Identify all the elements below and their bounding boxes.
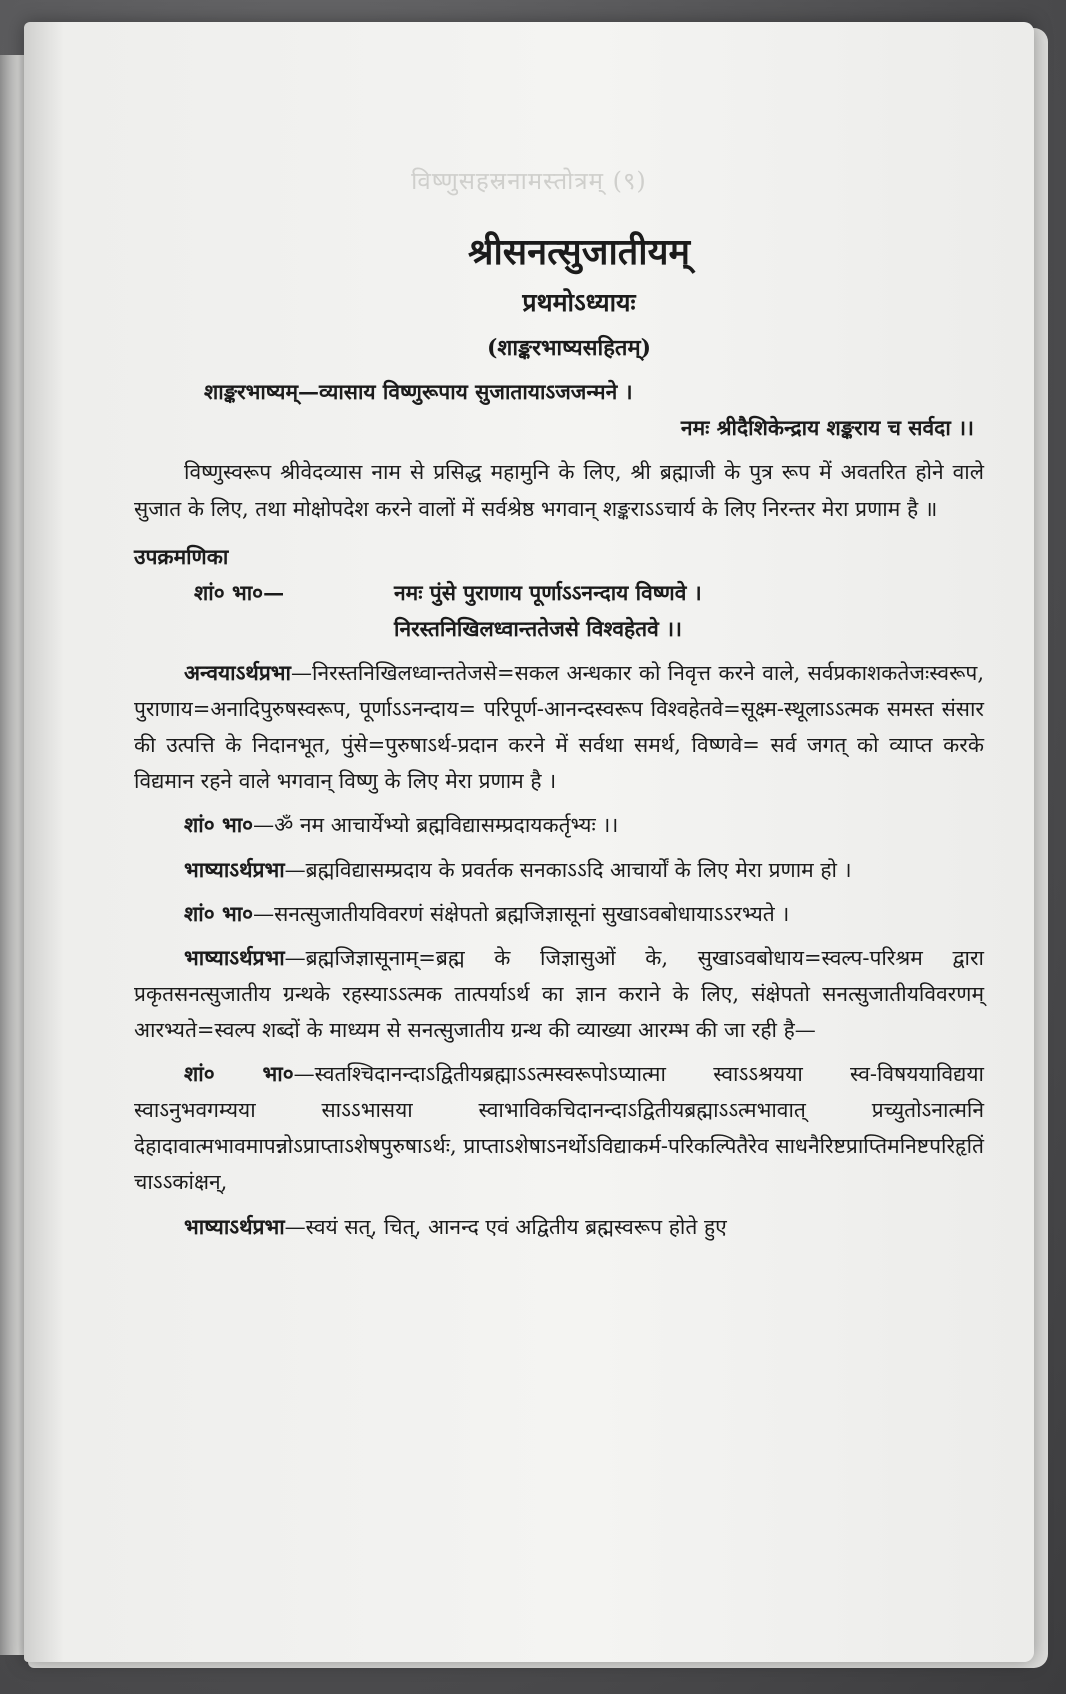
shloka-1-line-1: नमः पुंसे पुराणाय पूर्णाऽऽनन्दाय विष्णवे ।	[394, 579, 702, 605]
section-heading: उपक्रमणिका	[134, 543, 229, 569]
shloka-1-lines	[394, 575, 984, 647]
prabha-3	[134, 940, 984, 1048]
shloka-1-line-2: निरस्तनिखिलध्वान्ततेजसे विश्वहेतवे ।।	[394, 615, 683, 641]
bhashya-3-term: शां० भा०	[184, 900, 254, 926]
invocation-verse	[134, 374, 984, 446]
bhashya-4-text: —स्वतश्चिदानन्दाऽद्वितीयब्रह्माऽऽत्मस्वरूपोऽप्यात्मा स्वाऽऽश्रयया स्व-विषययाविद्यया स्वाऽनुभवगम्यया साऽऽभासया स्वाभाविकचिदानन्दाऽद्वितीयब्रह्माऽऽत्मभावात् प्रच्युतोऽनात्मनि देहादावात्मभावमापन्नोऽप्राप्ताऽशेषपुरुषाऽर्थः, प्राप्ताऽशेषाऽनर्थोऽविद्याकर्म-परिकल्पितैरेव साधनैरिष्टप्राप्तिमनिष्टपरिहृतिं चाऽऽकांक्षन्,	[134, 1062, 984, 1195]
commentary-subtitle: (शाङ्करभाष्यसहितम्)	[486, 335, 652, 362]
prabha-4-text: —स्वयं सत्, चित्, आनन्द एवं अद्वितीय ब्रह्मस्वरूप होते हुए	[284, 1214, 727, 1239]
invocation-line-2: नमः श्रीदैशिकेन्द्राय शङ्कराय च सर्वदा ।।	[680, 415, 974, 441]
invocation-label: शाङ्करभाष्यम्—	[204, 379, 319, 405]
prabha-2	[134, 852, 984, 888]
bhashya-4-term: शां० भा०	[184, 1061, 294, 1087]
anvaya-paragraph	[134, 655, 984, 799]
invocation-line-1	[204, 374, 984, 410]
shloka-1-label: शां० भा०—	[194, 579, 285, 605]
bleed-through-header: विष्णुसहस्रनामस्तोत्रम् (९)	[411, 167, 647, 195]
shloka-1	[134, 575, 984, 647]
page-title: श्रीसनत्सुजातीयम्	[467, 231, 691, 273]
anvaya-text: —निरस्तनिखिलध्वान्ततेजसे=सकल अन्धकार को निवृत्त करने वाले, सर्वप्रकाशकतेजःस्वरूप, पुराणाय=अनादिपुरुषस्वरूप, पूर्णाऽऽनन्दाय= परिपूर्ण-आनन्दस्वरूप विश्वहेतवे=सूक्ष्म-स्थूलाऽऽत्मक समस्त संसार की उत्पत्ति के निदानभूत, पुंसे=पुरुषाऽर्थ-प्रदान करने में सर्वथा समर्थ, विष्णवे= सर्व जगत् को व्याप्त करके विद्यमान रहने वाले भगवान् विष्णु के लिए मेरा प्रणाम है ।	[134, 660, 984, 794]
anvaya-term: अन्वयाऽर्थप्रभा	[184, 659, 291, 685]
bhashya-2	[134, 807, 984, 843]
invocation-text-1: व्यासाय विष्णुरूपाय सुजातायाऽजजन्मने ।	[319, 379, 633, 405]
prabha-4	[134, 1209, 984, 1245]
bhashya-3	[134, 896, 984, 932]
bhashya-3-text: —सनत्सुजातीयविवरणं संक्षेपतो ब्रह्मजिज्ञासूनां सुखाऽवबोधायाऽऽरभ्यते ।	[253, 901, 790, 926]
prabha-3-text: —ब्रह्मजिज्ञासूनाम्=ब्रह्म के जिज्ञासुओं के, सुखाऽवबोधाय=स्वल्प-परिश्रम द्वारा प्रकृतसनत्सुजातीय ग्रन्थके रहस्याऽऽत्मक तात्पर्याऽर्थ का ज्ञान कराने के लिए, संक्षेपतो सनत्सुजातीयविवरणम् आरभ्यते=स्वल्प शब्दों के माध्यम से सनत्सुजातीय ग्रन्थ की व्याख्या आरम्भ की जा रही है—	[134, 945, 984, 1042]
page-content	[134, 227, 984, 1253]
bhashya-2-term: शां० भा०	[184, 812, 254, 838]
prabha-3-term: भाष्याऽर्थप्रभा	[184, 944, 285, 970]
bhashya-2-text: —ॐ नम आचार्येभ्यो ब्रह्मविद्यासम्प्रदायकर्तृभ्यः ।।	[253, 813, 619, 838]
invocation-meaning: विष्णुस्वरूप श्रीवेदव्यास नाम से प्रसिद्ध महामुनि के लिए, श्री ब्रह्माजी के पुत्र रूप में अवतरित होने वाले सुजात के लिए, तथा मोक्षोपदेश करने वालों में सर्वश्रेष्ठ भगवान् शङ्कराऽऽचार्य के लिए निरन्तर मेरा प्रणाम है ॥	[134, 460, 984, 521]
prabha-2-term: भाष्याऽर्थप्रभा	[184, 856, 285, 882]
prabha-4-term: भाष्याऽर्थप्रभा	[184, 1213, 285, 1239]
chapter-heading: प्रथमोऽध्यायः	[522, 288, 636, 318]
bhashya-4	[134, 1056, 984, 1200]
prabha-2-text: —ब्रह्मविद्यासम्प्रदाय के प्रवर्तक सनकाऽऽदि आचार्यों के लिए मेरा प्रणाम हो ।	[284, 857, 852, 882]
book-page	[24, 22, 1034, 1662]
